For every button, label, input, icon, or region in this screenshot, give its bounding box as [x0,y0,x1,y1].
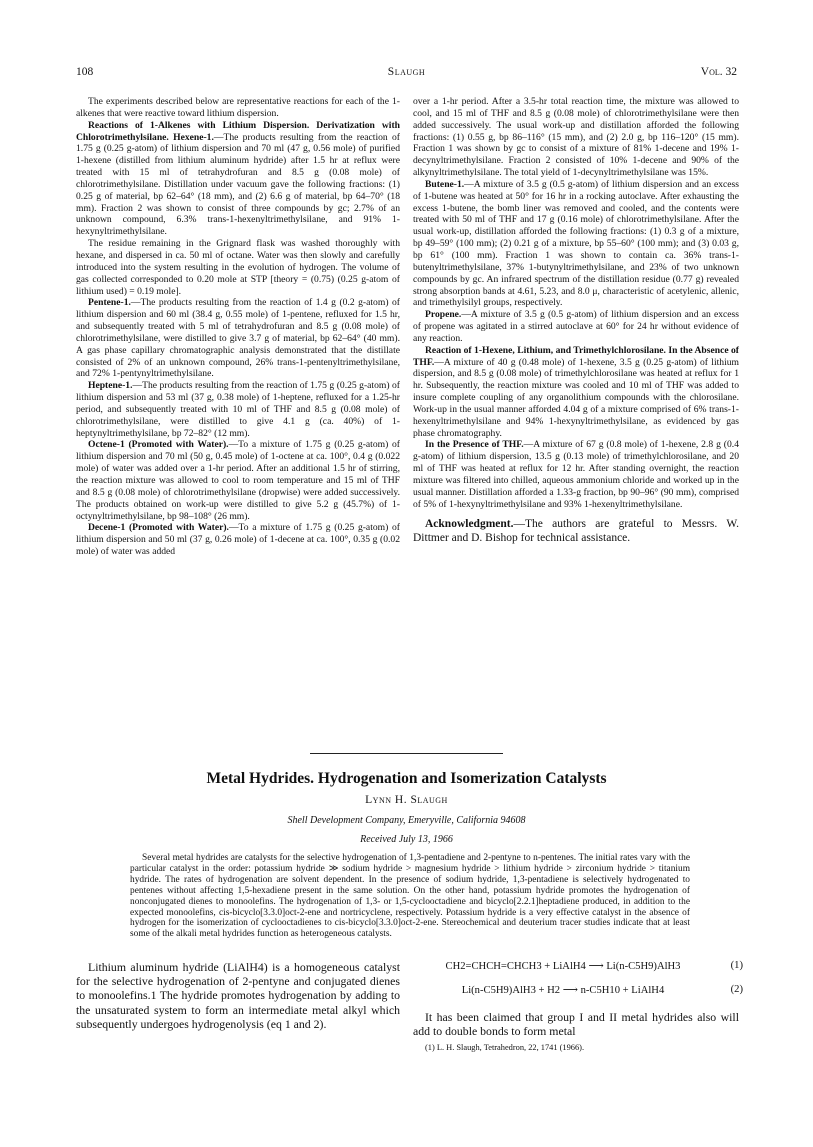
abstract [130,853,690,940]
paragraph: Octene-1 (Promoted with Water).—To a mixture of 1.75 g (0.25 g-atom) of lithium dispersion and 70 ml (50 g, 0.45 mole) of 1-octene at ca. 100°, 0.4 g (0.022 mole) of water was added over a 1-hr period. After an additional 1.5 hr of stirring, the reaction mixture was allowed to cool to room temperature and 15 ml of THF and 8.5 g (0.08 mole) of chlorotrimethylsilane (dropwise) were added successively. The products obtained on work-up were distilled to give 5.2 g (45.7%) of 1-octynyltrimethylsilane, bp 98–108° (26 mm). [76,439,400,522]
page-header [76,66,737,82]
intro-left [76,960,400,1031]
equation-text: CH2=CHCH=CHCH3 + LiAlH4 ⟶ Li(n-C5H9)AlH3 [445,961,681,972]
received-date: Received July 13, 1966 [360,834,453,845]
volume-label: Vol. 32 [700,66,737,78]
equation-number: (2) [730,984,743,995]
footnote [413,1043,739,1053]
article-author: Lynn H. Slaugh [365,794,448,806]
left-column [76,96,400,558]
equation-number: (1) [730,960,743,971]
paragraph: Heptene-1.—The products resulting from the reaction of 1.75 g (0.25 g-atom) of lithium dispersion and 53 ml (37 g, 0.38 mole) of 1-heptene, refluxed for a 1.25-hr period, and subsequently treated with 10 ml of THF and 8.5 g (0.08 mole) of chlorotrimethylsilane, were distilled to give 4.1 g (ca. 40%) of 1-heptynyltrimethylsilane, bp 72–82° (12 mm). [76,380,400,439]
paragraph: The experiments described below are representative reactions for each of the 1-alkenes that were reactive toward lithium dispersion. [76,96,400,119]
paragraph: In the Presence of THF.—A mixture of 67 g (0.8 mole) of 1-hexene, 2.8 g (0.4 g-atom) of lithium dispersion, 13.5 g (0.13 mole) of trimethylchlorosilane, and 20 ml of THF was heated at reflux for 12 hr. After standing overnight, the reaction mixture was filtered into chilled, aqueous ammonium chloride and worked up in the usual manner. Distillation afforded a 1.33-g fraction, bp 90–96° (90 mm), comprised of 5% of 1-hexynyltrimethylsilane and 93% 1-hexenyltrimethylsilane. [413,439,739,510]
abstract-text: Several metal hydrides are catalysts for the selective hydrogenation of 1,3-pentadiene and 2-pentyne to n-pentenes. The initial rates vary with the particular catalyst in the order: potassium hydride ≫ sodium hydride > magnesium hydride > lithium hydride > zirconium hydride > titanium hydride. The rates of hydrogenation are solvent dependent. In the presence of sodium hydride, 1,3-pentadiene is selectively hydrogenated to pentenes without affecting 1,5-hexadiene present in the same solution. On the other hand, potassium hydride promotes the hydrogenation of nonconjugated dienes to monoolefins. The hydrogenation of 1,3- or 1,5-cyclooctadiene and bicyclo[2.2.1]heptadiene produced, in addition to the expected monoolefins, cis-bicyclo[3.3.0]oct-2-ene and nortricyclene, respectively. Potassium hydride is a very effective catalyst in the absence of hydrogen for the isomerization of cyclooctadienes to cis-bicyclo[3.3.0]oct-2-ene. Stereochemical and deuterium tracer studies indicate that at least some of the alkali metal hydrides function as heterogeneous catalysts. [130,853,690,940]
intro-paragraph: It has been claimed that group I and II metal hydrides also will add to double bonds to form metal [413,1010,739,1039]
footnote-text: (1) L. H. Slaugh, Tetrahedron, 22, 1741 (1966). [425,1043,585,1052]
paragraph: over a 1-hr period. After a 3.5-hr total reaction time, the mixture was allowed to cool, and 15 ml of THF and 8.5 g (0.08 mole) of chlorotrimethylsilane were then added successively. The usual work-up and distillation afforded the following fractions: (1) 0.55 g, bp 86–116° (15 mm), and (2) 2.0 g, bp 116–120° (15 mm). Fraction 1 was shown by gc to consist of a mixture of 81% 1-decene and 19% 1-decynyltrimethylsilane. Fraction 2 consisted of 10% 1-decene and 90% of the alkynyltrimethylsilane. The total yield of 1-decynyltrimethylsilane was 15%. [413,96,739,179]
equation-1 [413,960,743,974]
paragraph: Pentene-1.—The products resulting from the reaction of 1.4 g (0.2 g-atom) of lithium dispersion and 60 ml (38.4 g, 0.55 mole) of 1-pentene, refluxed for 1.5 hr, and subsequently treated with 5 ml of tetrahydrofuran and 8.5 g (0.08 mole) of chlorotrimethylsilane, were distilled to give 3.7 g of material, bp 62–64° (40 mm). A gas phase capillary chromatographic analysis demonstrated that the distillate consisted of 2% of an unknown compound, 26% trans-1-pentenyltrimethylsilane, and 72% 1-pentynyltrimethylsilane. [76,297,400,380]
section-divider [310,753,503,754]
intro-paragraph: Lithium aluminum hydride (LiAlH4) is a homogeneous catalyst for the selective hydrogenation of 2-pentyne and conjugated dienes to monoolefins.1 The hydride promotes hydrogenation by adding to the unsaturated system to form an intermediate metal alkyl which subsequently undergoes hydrogenolysis (eq 1 and 2). [76,960,400,1031]
paragraph: The residue remaining in the Grignard flask was washed thoroughly with hexane, and dispersed in ca. 50 ml of octane. Water was then slowly and carefully introduced into the system resulting in the evolution of hydrogen. The volume of gas collected corresponded to 0.20 mole at STP [theory = (0.75) (0.25 g-atom of lithium used) = 0.19 mole]. [76,238,400,297]
page-number: 108 [76,66,94,78]
paragraph: Decene-1 (Promoted with Water).—To a mixture of 1.75 g (0.25 g-atom) of lithium dispersion and 50 ml (37 g, 0.26 mole) of 1-decene at ca. 100°, 0.35 g (0.02 mole) of water was added [76,522,400,558]
paragraph: Propene.—A mixture of 3.5 g (0.5 g-atom) of lithium dispersion and an excess of propene was agitated in a stirred autoclave at 60° for 24 hr without evidence of any reaction. [413,309,739,344]
paragraph: Butene-1.—A mixture of 3.5 g (0.5 g-atom) of lithium dispersion and an excess of 1-butene was heated at 50° for 16 hr in a rocking autoclave. After exhausting the excess 1-butene, the bomb liner was removed and cooled, and the contents were treated with 50 ml of THF and 17 g (0.16 mole) of chlorotrimethylsilane. After the usual work-up, distillation afforded the following fractions: (1) 0.3 g of a mixture, bp 49–59° (100 mm); (2) 0.21 g of a mixture, bp 55–60° (100 mm); and (3) 0.03 g, bp 61° (100 mm). Fraction 1 was shown to contain ca. 36% trans-1-butenyltrimethylsilane, 37% 1-butynyltrimethylsilane, and 23% of two unknown compounds by gc. An infrared spectrum of the distillation residue (0.77 g) revealed strong absorption bands at 4.61, 5.23, and 8.0 μ, characteristic of acetylenic, allenic, and trimethylsilyl groups, respectively. [413,178,739,309]
equation-text: Li(n-C5H9)AlH3 + H2 ⟶ n-C5H10 + LiAlH4 [461,985,665,996]
intro-right [413,1010,739,1038]
right-column [413,96,739,545]
running-title: Slaugh [387,66,426,78]
author-affiliation: Shell Development Company, Emeryville, California 94608 [287,815,526,826]
equation-2 [413,984,743,998]
paragraph: Reactions of 1-Alkenes with Lithium Dispersion. Derivatization with Chlorotrimethylsilane. Hexene-1.—The products resulting from the reaction of 1.75 g (0.25 g-atom) of lithium dispersion and 70 ml (47 g, 0.56 mole) of purified 1-hexene (distilled from lithium aluminum hydride) after 1.5 hr at reflux were treated with 15 ml of tetrahydrofuran and 8.5 g (0.08 mole) of chlorotrimethylsilane. Distillation under vacuum gave the following fractions: (1) 0.25 g of material, bp 62–64° (18 mm), and (2) 6.6 g of material, bp 64–70° (18 mm). Fraction 2 was shown to consist of three compounds by gc; 2.7% of an unknown compound, 6.3% trans-1-hexenyltrimethylsilane, and 91% 1-hexynyltrimethylsilane. [76,119,400,238]
acknowledgment: Acknowledgment.—The authors are grateful to Messrs. W. Dittmer and D. Bishop for technical assistance. [413,517,739,544]
article-title: Metal Hydrides. Hydrogenation and Isomerization Catalysts [206,770,607,787]
paragraph: Reaction of 1-Hexene, Lithium, and Trimethylchlorosilane. In the Absence of THF.—A mixture of 40 g (0.48 mole) of 1-hexene, 3.5 g (0.25 g-atom) of lithium dispersion, and 8.5 g (0.08 mole) of trimethylchlorosilane was heated at reflux for 1 hr. Subsequently, the reaction mixture was cooled and 10 ml of THF was added to insure complete coupling of any organolithium compounds with the chlorosilane. Work-up in the usual manner afforded 4.04 g of a mixture comprised of 6% trans-1-hexenyltrimethylsilane and 94% 1-hexynyltrimethylsilane, as evidenced by gas phase chromatography. [413,344,739,439]
